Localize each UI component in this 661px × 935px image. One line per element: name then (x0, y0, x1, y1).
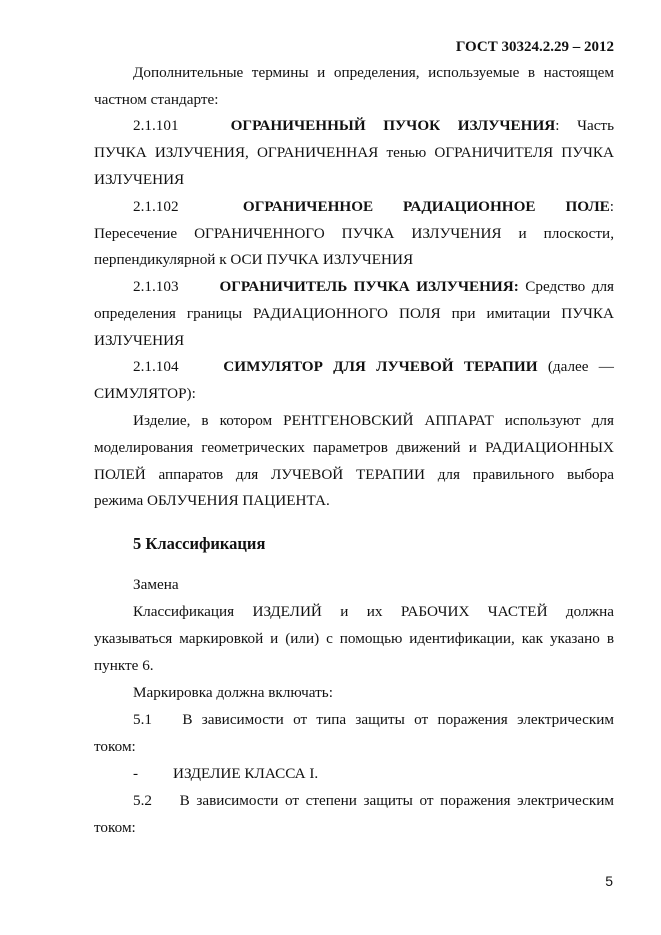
item-text: В зависимости от степени защиты от поражения электрическим (179, 792, 614, 809)
item-5-1 (133, 710, 614, 730)
classification-line-3: пункте 6. (94, 657, 154, 674)
term-colon: : (609, 198, 615, 215)
intro-line-2: частном стандарте: (94, 91, 219, 108)
term-definition-start: Средство для (525, 278, 615, 295)
term-definition-start: Часть (577, 117, 614, 134)
page-number: 5 (605, 873, 613, 889)
term-2-1-101 (133, 116, 614, 136)
term-definition-start: (далее — (547, 358, 614, 375)
term-number: 2.1.104 (133, 358, 179, 375)
list-item (133, 764, 614, 784)
term-2-1-102-line-2: Пересечение ОГРАНИЧЕННОГО ПУЧКА ИЗЛУЧЕНИЯ и плоскости, (94, 225, 614, 242)
classification-line-2: указываться маркировкой и (или) с помощью идентификации, как указано в (94, 630, 614, 647)
section-heading: 5 Классификация (133, 534, 266, 553)
term-2-1-103-line-2: определения границы РАДИАЦИОННОГО ПОЛЯ при имитации ПУЧКА (94, 305, 614, 322)
term-2-1-103 (133, 277, 614, 297)
term-2-1-104-para-4: режима ОБЛУЧЕНИЯ ПАЦИЕНТА. (94, 492, 330, 509)
term-title: ОГРАНИЧЕННОЕ РАДИАЦИОННОЕ ПОЛЕ (242, 198, 610, 215)
term-number: 2.1.101 (133, 117, 179, 134)
term-2-1-104-para-3: ПОЛЕЙ аппаратов для ЛУЧЕВОЙ ТЕРАПИИ для правильного выбора (94, 466, 614, 483)
term-title: ОГРАНИЧЕННЫЙ ПУЧОК ИЗЛУЧЕНИЯ (230, 117, 556, 134)
term-2-1-104-line-2: СИМУЛЯТОР): (94, 385, 196, 402)
term-title: ОГРАНИЧИТЕЛЬ ПУЧКА ИЗЛУЧЕНИЯ: (219, 278, 519, 295)
item-5-2-line-2: током: (94, 819, 136, 836)
item-5-1-line-2: током: (94, 738, 136, 755)
marking-intro: Маркировка должна включать: (133, 684, 333, 701)
item-text: В зависимости от типа защиты от поражения электрическим (182, 711, 615, 728)
term-2-1-101-line-3: ИЗЛУЧЕНИЯ (94, 171, 185, 188)
item-number: 5.1 (133, 711, 152, 728)
term-2-1-103-line-3: ИЗЛУЧЕНИЯ (94, 332, 185, 349)
standard-header: ГОСТ 30324.2.29 – 2012 (455, 39, 614, 55)
term-2-1-104 (133, 357, 614, 377)
intro-line-1: Дополнительные термины и определения, используемые в настоящем (133, 64, 614, 81)
item-5-2 (133, 791, 614, 811)
term-number: 2.1.103 (133, 278, 179, 295)
item-number: 5.2 (133, 792, 152, 809)
term-2-1-104-para-2: моделирования геометрических параметров движений и РАДИАЦИОННЫХ (94, 439, 614, 456)
term-2-1-104-para-1: Изделие, в котором РЕНТГЕНОВСКИЙ АППАРАТ используют для (133, 412, 614, 429)
term-colon: : (555, 117, 560, 134)
term-number: 2.1.102 (133, 198, 179, 215)
list-item-text: ИЗДЕЛИЕ КЛАССА I. (173, 765, 319, 782)
term-2-1-102-line-3: перпендикулярной к ОСИ ПУЧКА ИЗЛУЧЕНИЯ (94, 251, 414, 268)
replace-note: Замена (133, 576, 179, 593)
bullet-mark: - (133, 765, 139, 782)
term-2-1-102 (133, 197, 614, 217)
term-2-1-101-line-2: ПУЧКА ИЗЛУЧЕНИЯ, ОГРАНИЧЕННАЯ тенью ОГРАНИЧИТЕЛЯ ПУЧКА (94, 144, 614, 161)
term-title: СИМУЛЯТОР ДЛЯ ЛУЧЕВОЙ ТЕРАПИИ (223, 358, 538, 375)
classification-line-1: Классификация ИЗДЕЛИЙ и их РАБОЧИХ ЧАСТЕЙ должна (133, 603, 614, 620)
